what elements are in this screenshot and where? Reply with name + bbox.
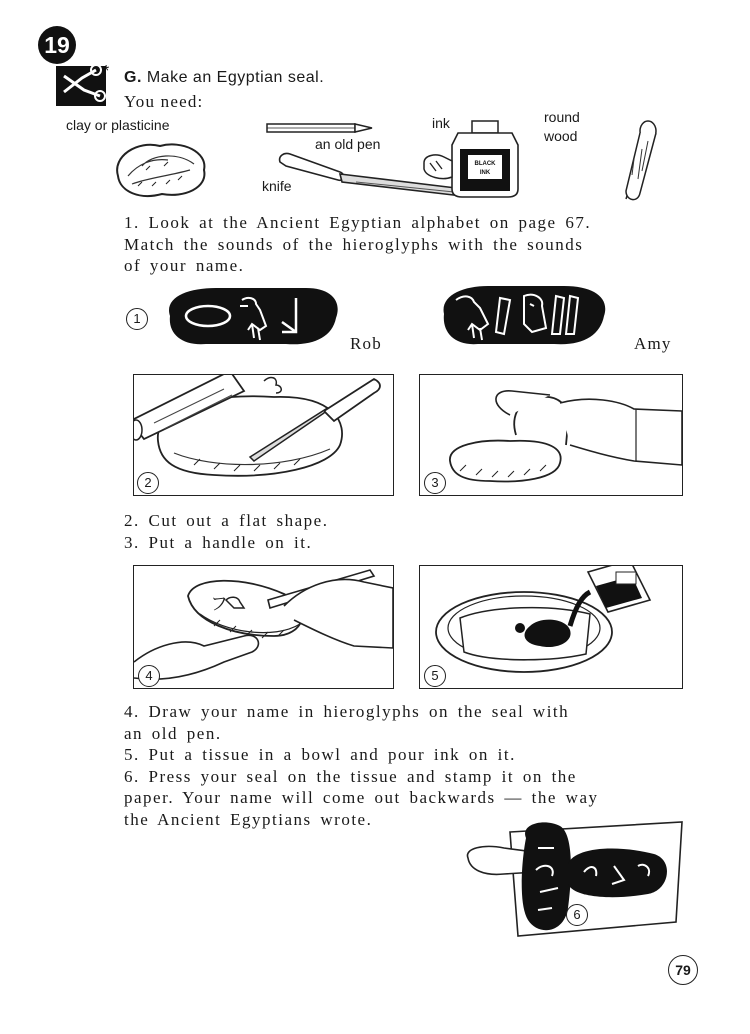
seal-rob (156, 284, 346, 348)
name-rob: Rob (350, 334, 382, 353)
steps-4-6 (124, 701, 599, 830)
illustration-panel-3 (419, 374, 683, 496)
step-6-line-2: paper. Your name will come out backwards — the way (124, 788, 599, 807)
step-5-text: 5. Put a tissue in a bowl and pour ink on it. (124, 745, 516, 764)
panel-5-number: 5 (424, 665, 446, 687)
instruction-1-line-3: of your name. (124, 256, 245, 275)
step-6-line-3: the Ancient Egyptians wrote. (124, 809, 373, 829)
step-4-line-2: an old pen. (124, 723, 222, 743)
seal-amy (434, 284, 610, 348)
activity-title-line (124, 69, 324, 87)
ink-jar-illustration (422, 119, 526, 199)
illustration-panel-4 (133, 565, 394, 689)
ink-jar-label-top: BLACK (474, 161, 496, 167)
illustration-panel-5 (419, 565, 683, 689)
unit-badge (38, 26, 76, 64)
example-number: 1 (126, 308, 148, 330)
step-4-line-1: 4. Draw your name in hieroglyphs on the seal with (124, 702, 570, 721)
step-2-text: 2. Cut out a flat shape. (124, 511, 329, 530)
craft-activity-icon (56, 62, 112, 108)
steps-2-3 (124, 510, 328, 553)
clay-illustration (108, 136, 212, 202)
wood-log-illustration (624, 119, 658, 203)
draw-hieroglyphs-illustration (134, 566, 393, 688)
clay-label: clay or plasticine (66, 117, 170, 133)
activity-letter: G. (124, 69, 142, 86)
rolling-clay-illustration (134, 375, 393, 495)
pour-ink-illustration (420, 566, 682, 688)
page-number (668, 955, 698, 985)
knife-label: knife (262, 178, 292, 194)
instruction-1-line-2: Match the sounds of the hieroglyphs with the sounds (124, 234, 584, 254)
illustration-panel-2 (133, 374, 394, 496)
you-need-label: You need: (124, 92, 204, 111)
page-number-text: 79 (675, 962, 691, 978)
unit-number: 19 (44, 32, 70, 58)
activity-title: Make an Egyptian seal. (146, 69, 325, 86)
step-3-text: 3. Put a handle on it. (124, 532, 313, 552)
svg-text:*: * (103, 63, 110, 80)
instruction-1-line-1: 1. Look at the Ancient Egyptian alphabet on page 67. (124, 213, 592, 232)
panel-3-number: 3 (424, 472, 446, 494)
ink-label: ink (432, 115, 450, 131)
panel-4-number: 4 (138, 665, 160, 687)
wood-label (544, 108, 604, 146)
instruction-1 (124, 212, 591, 277)
illustration-panel-6 (464, 818, 686, 940)
panel-2-number: 2 (137, 472, 159, 494)
panel-6-number: 6 (566, 904, 588, 926)
attach-handle-illustration (420, 375, 682, 495)
pen-illustration (266, 121, 378, 135)
ink-jar-label-bottom: INK (479, 170, 491, 176)
step-6-line-1: 6. Press your seal on the tissue and stamp it on the (124, 766, 577, 786)
wood-label-text: round wood (544, 109, 580, 144)
pen-label: an old pen (315, 136, 381, 152)
name-amy: Amy (634, 334, 672, 353)
svg-text:フ: フ (210, 594, 228, 614)
